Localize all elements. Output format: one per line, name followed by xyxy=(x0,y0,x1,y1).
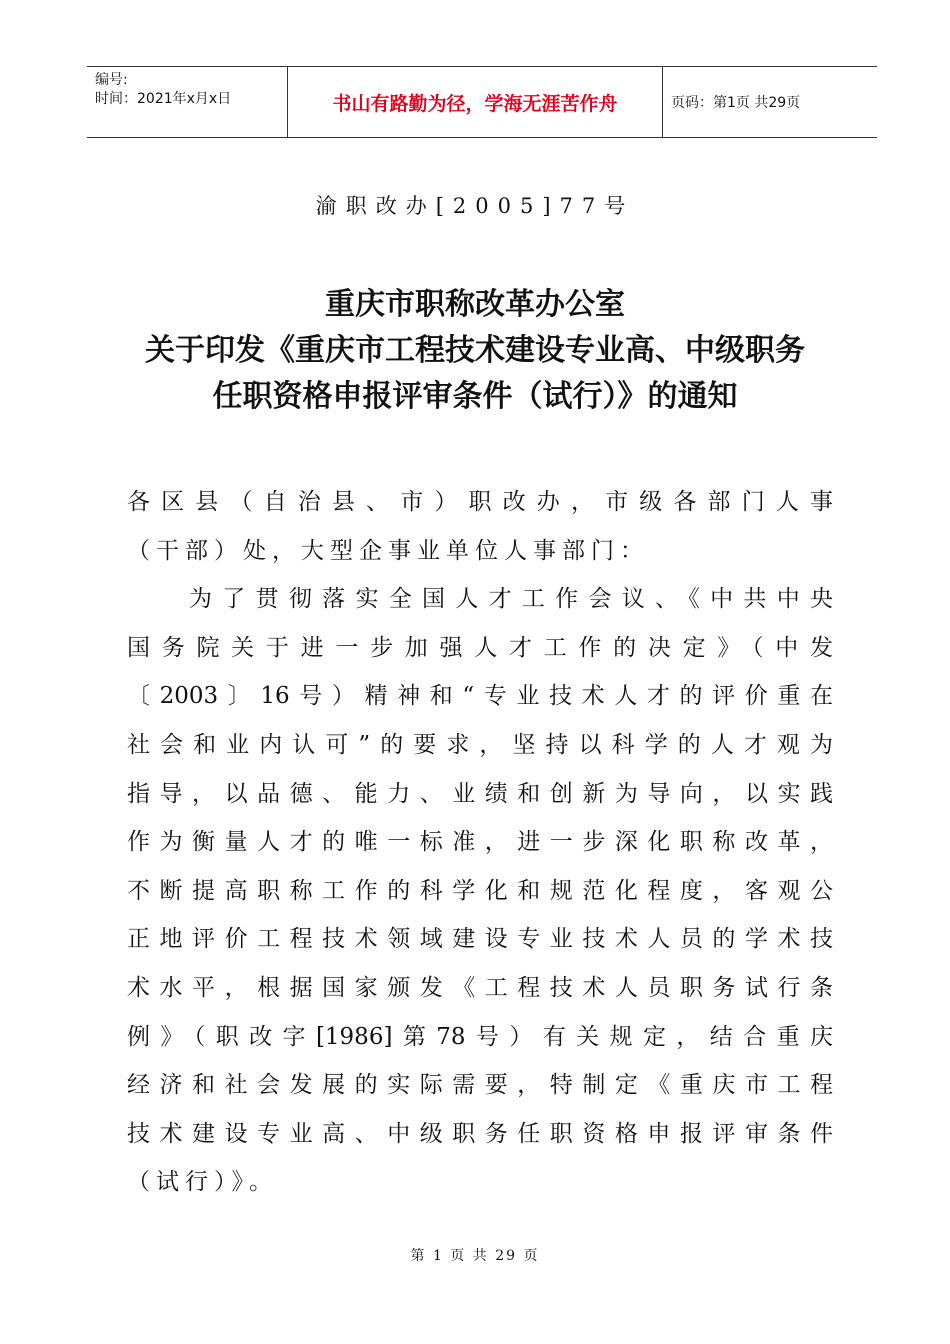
body-line: 经济和社会发展的实际需要，特制定《重庆市工程 xyxy=(127,1072,833,1099)
body-line: 作为衡量人才的唯一标准，进一步深化职称改革， xyxy=(127,829,833,856)
document-number: 渝职改办[2005]77号 xyxy=(315,194,635,218)
number-label: 编号: xyxy=(95,72,128,88)
body-line: （试行）》。 xyxy=(127,1169,278,1196)
body-line: 正地评价工程技术领域建设专业技术人员的学术技 xyxy=(127,926,833,953)
header-motto: 书山有路勤为径，学海无涯苦作舟 xyxy=(288,67,663,137)
body-line: 指导，以品德、能力、业绩和创新为导向，以实践 xyxy=(127,780,833,807)
title-line-1: 重庆市职称改革办公室 xyxy=(325,287,625,322)
body-line: 〔2003〕16号）精神和“专业技术人才的评价重在 xyxy=(127,683,833,710)
body-text xyxy=(127,478,833,1207)
header-page-info: 页码：第1页 共29页 xyxy=(671,95,801,111)
body-line: 术水平，根据国家颁发《工程技术人员职务试行条 xyxy=(127,974,833,1001)
body-line: 例》（职改字[1986]第78号）有关规定，结合重庆 xyxy=(127,1023,833,1050)
body-line: 不断提高职称工作的科学化和规范化程度，客观公 xyxy=(127,877,833,904)
body-line: 国务院关于进一步加强人才工作的决定》（中发 xyxy=(127,634,833,661)
body-line: 社会和业内认可”的要求，坚持以科学的人才观为 xyxy=(127,731,833,758)
time-label: 时间：2021年x月x日 xyxy=(95,91,232,107)
header-meta xyxy=(87,67,288,137)
body-line: 为了贯彻落实全国人才工作会议、《中共中央 xyxy=(189,586,833,613)
document-header xyxy=(87,66,877,138)
body-line: 技术建设专业高、中级职务任职资格申报评审条件 xyxy=(127,1120,833,1147)
body-line: 各区县（自治县、市）职改办，市级各部门人事 xyxy=(127,489,833,515)
title-line-3: 任职资格申报评审条件（试行）》的通知 xyxy=(212,379,738,414)
body-line: （干部）处，大型企事业单位人事部门： xyxy=(127,537,649,564)
document-title xyxy=(0,282,950,420)
page-footer: 第 1 页 共 29 页 xyxy=(410,1248,540,1264)
title-line-2: 关于印发《重庆市工程技术建设专业高、中级职务 xyxy=(145,333,805,368)
